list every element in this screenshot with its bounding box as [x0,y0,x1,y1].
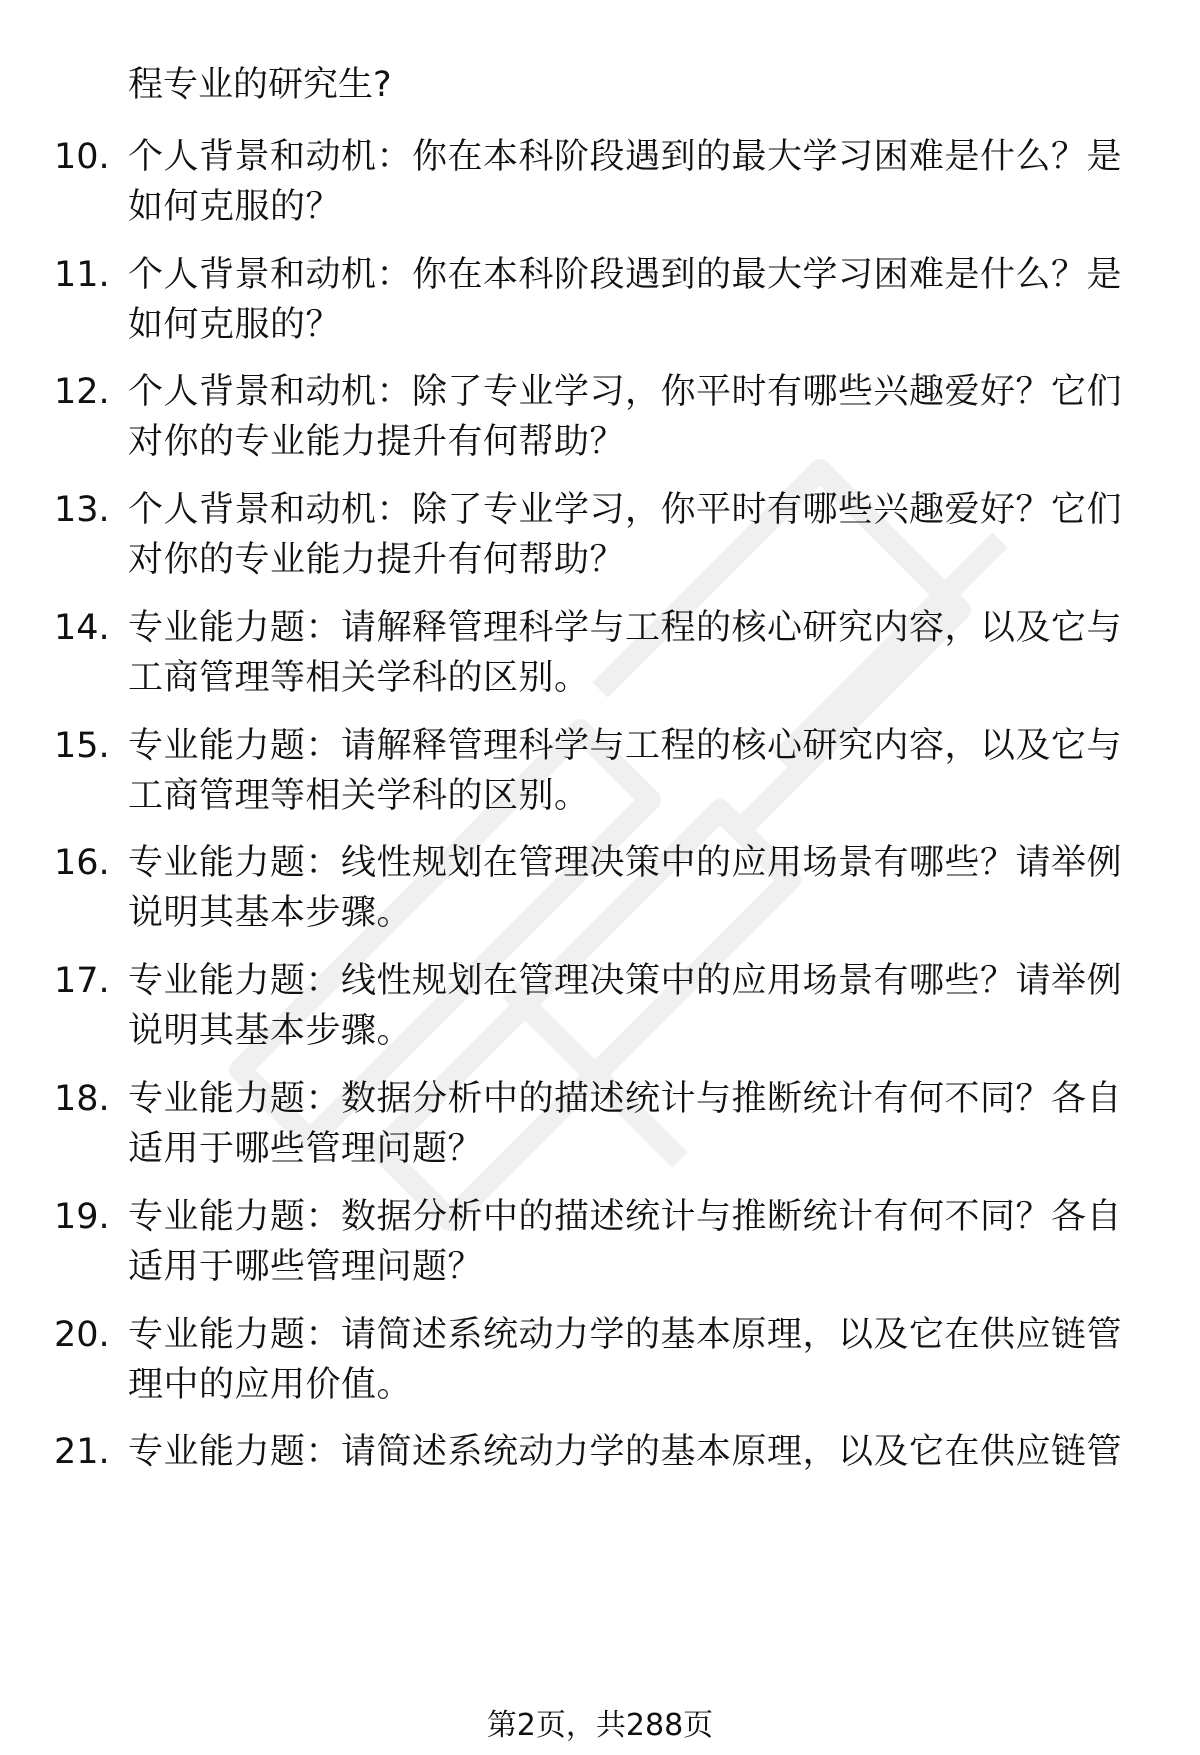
item-text: 专业能力题：请解释管理科学与工程的核心研究内容，以及它与工商管理等相关学科的区别。 [128,726,1123,816]
item-number: 14. [54,608,110,648]
list-item [0,250,1200,360]
item-number: 10. [54,137,110,177]
list-item [0,603,1200,713]
list-item [0,956,1200,1066]
list-item [0,1310,1200,1420]
list-item [0,485,1200,595]
list-item [0,367,1200,477]
continued-line: 程专业的研究生? [128,65,392,105]
item-text: 个人背景和动机：除了专业学习，你平时有哪些兴趣爱好？它们对你的专业能力提升有何帮助？ [128,372,1123,462]
list-item [0,1192,1200,1302]
list-item [0,1074,1200,1184]
list-item [0,838,1200,948]
item-number: 21. [54,1432,110,1472]
item-text: 个人背景和动机：除了专业学习，你平时有哪些兴趣爱好？它们对你的专业能力提升有何帮助？ [128,490,1123,580]
item-number: 19. [54,1197,110,1237]
item-text: 个人背景和动机：你在本科阶段遇到的最大学习困难是什么？是如何克服的？ [128,255,1123,345]
item-number: 16. [54,843,110,883]
item-text: 专业能力题：请简述系统动力学的基本原理，以及它在供应链管 [128,1432,1123,1472]
item-number: 18. [54,1079,110,1119]
item-number: 13. [54,490,110,530]
item-text: 专业能力题：数据分析中的描述统计与推断统计有何不同？各自适用于哪些管理问题？ [128,1197,1123,1287]
item-number: 12. [54,372,110,412]
item-number: 11. [54,255,110,295]
list-item [0,1427,1200,1537]
item-text: 专业能力题：线性规划在管理决策中的应用场景有哪些？请举例说明其基本步骤。 [128,961,1123,1051]
item-text: 专业能力题：数据分析中的描述统计与推断统计有何不同？各自适用于哪些管理问题？ [128,1079,1123,1169]
list-item [0,132,1200,242]
item-text: 专业能力题：请解释管理科学与工程的核心研究内容，以及它与工商管理等相关学科的区别。 [128,608,1123,698]
item-text: 专业能力题：线性规划在管理决策中的应用场景有哪些？请举例说明其基本步骤。 [128,843,1123,933]
item-text: 专业能力题：请简述系统动力学的基本原理，以及它在供应链管理中的应用价值。 [128,1315,1123,1405]
item-number: 20. [54,1315,110,1355]
item-number: 17. [54,961,110,1001]
page-footer: 第2页，共288页 [486,1708,714,1743]
item-number: 15. [54,726,110,766]
list-item [0,721,1200,831]
item-text: 个人背景和动机：你在本科阶段遇到的最大学习困难是什么？是如何克服的？ [128,137,1123,227]
